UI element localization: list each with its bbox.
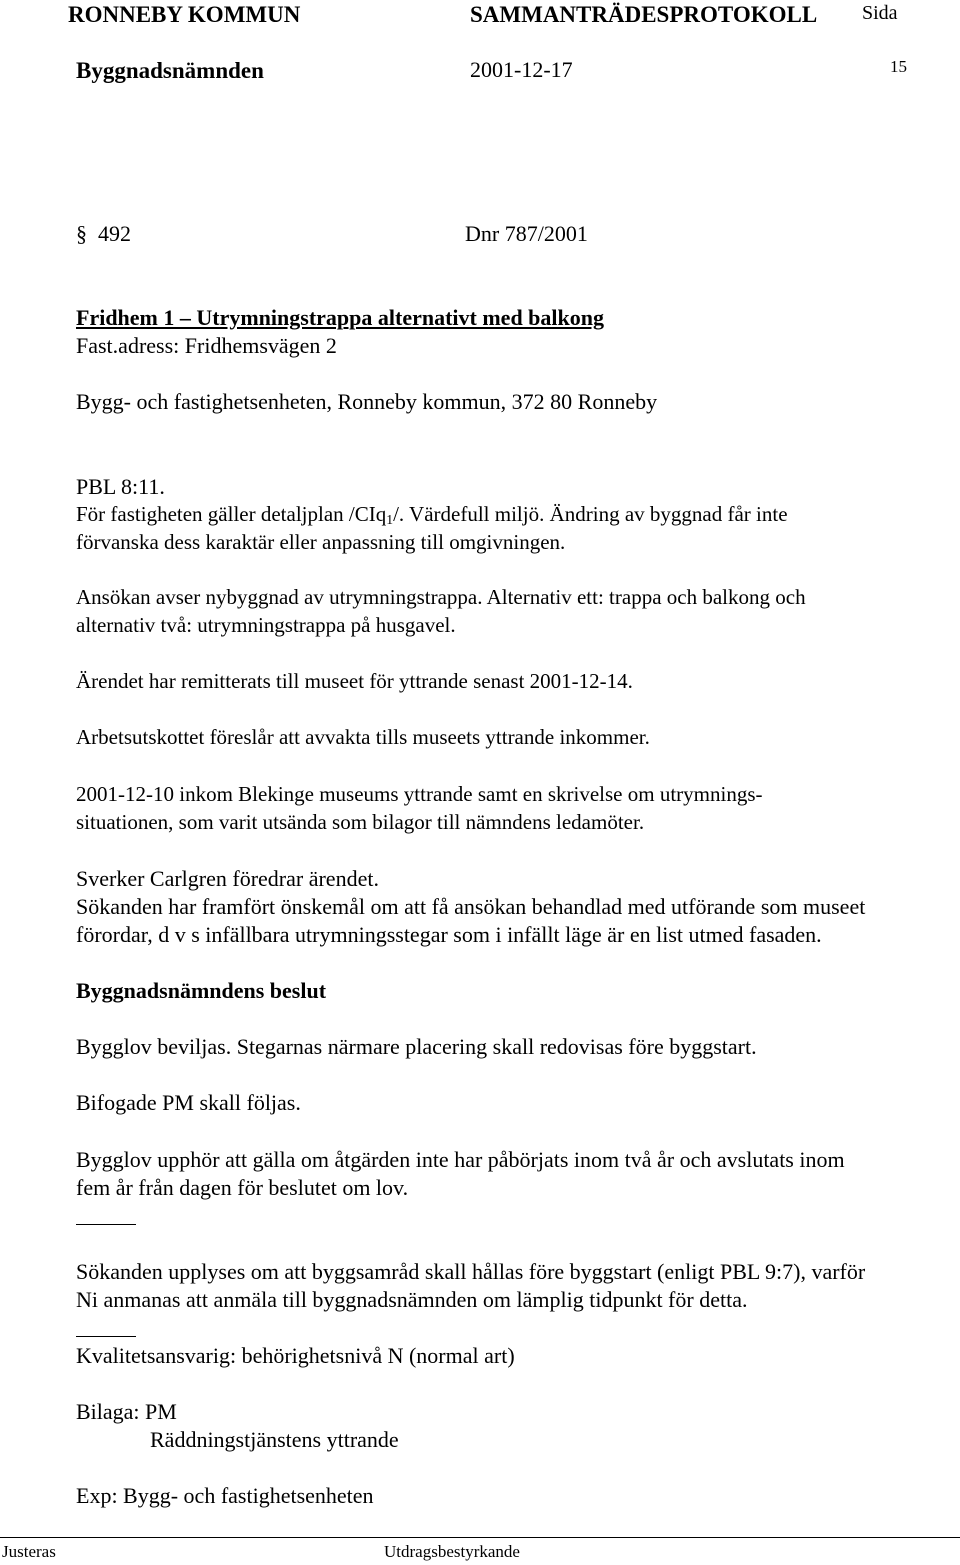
property-address: Fast.adress: Fridhemsvägen 2 [76,333,337,358]
request-line-2: förordar, d v s infällbara utrymningsstegar som i infällt läge är en list utmed fasaden. [76,922,822,947]
decision-3-line-2: fem år från dagen för beslutet om lov. [76,1175,409,1200]
header-doc-type: SAMMANTRÄDESPROTOKOLL [470,2,818,27]
header-organization: RONNEBY KOMMUN [68,2,301,27]
header-date: 2001-12-17 [470,57,573,82]
pbl-line-1-rest: /. Värdefull miljö. Ändring av byggnad får inte [393,502,788,526]
separator-rule [76,1336,136,1337]
plan-subscript: 1 [386,512,394,527]
section-number [76,223,131,245]
section-symbol: § [76,221,87,246]
case-title: Fridhem 1 – Utrymningstrappa alternativt med balkong [76,305,604,330]
header-page-number: 15 [890,57,907,76]
decision-3-line-1: Bygglov upphör att gälla om åtgärden inte har påbörjats inom två år och avslutats inom [76,1147,845,1172]
quality-responsible: Kvalitetsansvarig: behörighetsnivå N (normal art) [76,1343,515,1368]
committee-proposal: Arbetsutskottet föreslår att avvakta tills museets yttrande inkommer. [76,725,650,749]
request-line-1: Sökanden har framfört önskemål om att få ansökan behandlad med utförande som museet [76,894,866,919]
section-number-value: 492 [98,221,131,246]
dnr-number: Dnr 787/2001 [465,221,588,246]
decision-1: Bygglov beviljas. Stegarnas närmare placering skall redovisas före byggstart. [76,1034,757,1059]
header-body: Byggnadsnämnden [76,58,264,83]
footer-rule [0,1537,960,1538]
notice-line-1: Sökanden upplyses om att byggsamråd skall hållas före byggstart (enligt PBL 9:7), varför [76,1259,866,1284]
received-line-2: situationen, som varit utsända som bilagor till nämndens ledamöter. [76,810,645,834]
attachments-line-1: Bilaga: PM [76,1399,177,1424]
expedition: Exp: Bygg- och fastighetsenheten [76,1483,374,1508]
application-line-1: Ansökan avser nybyggnad av utrymningstrappa. Alternativ ett: trappa och balkong och [76,585,806,609]
separator-rule [76,1224,136,1225]
pbl-reference: PBL 8:11. [76,474,165,499]
pbl-line-2: förvanska dess karaktär eller anpassning till omgivningen. [76,530,566,554]
remitted-text: Ärendet har remitterats till museet för yttrande senast 2001-12-14. [76,669,633,693]
application-line-2: alternativ två: utrymningstrappa på husgavel. [76,613,456,637]
received-line-1: 2001-12-10 inkom Blekinge museums yttrande samt en skrivelse om utrymnings- [76,782,763,806]
pbl-line-1 [76,504,788,525]
header-page-label: Sida [862,2,898,24]
pbl-line-1-text: För fastigheten gäller detaljplan /CIq [76,502,387,526]
attachments-line-2: Räddningstjänstens yttrande [150,1427,399,1452]
applicant: Bygg- och fastighetsenheten, Ronneby kommun, 372 80 Ronneby [76,389,658,414]
decision-heading: Byggnadsnämndens beslut [76,978,327,1003]
decision-2: Bifogade PM skall följas. [76,1090,301,1115]
footer-justeras: Justeras [2,1542,56,1561]
notice-line-2: Ni anmanas att anmäla till byggnadsnämnden om lämplig tidpunkt för detta. [76,1287,748,1312]
footer-utdragsbestyrkande: Utdragsbestyrkande [384,1542,520,1561]
presenter-text: Sverker Carlgren föredrar ärendet. [76,866,379,891]
